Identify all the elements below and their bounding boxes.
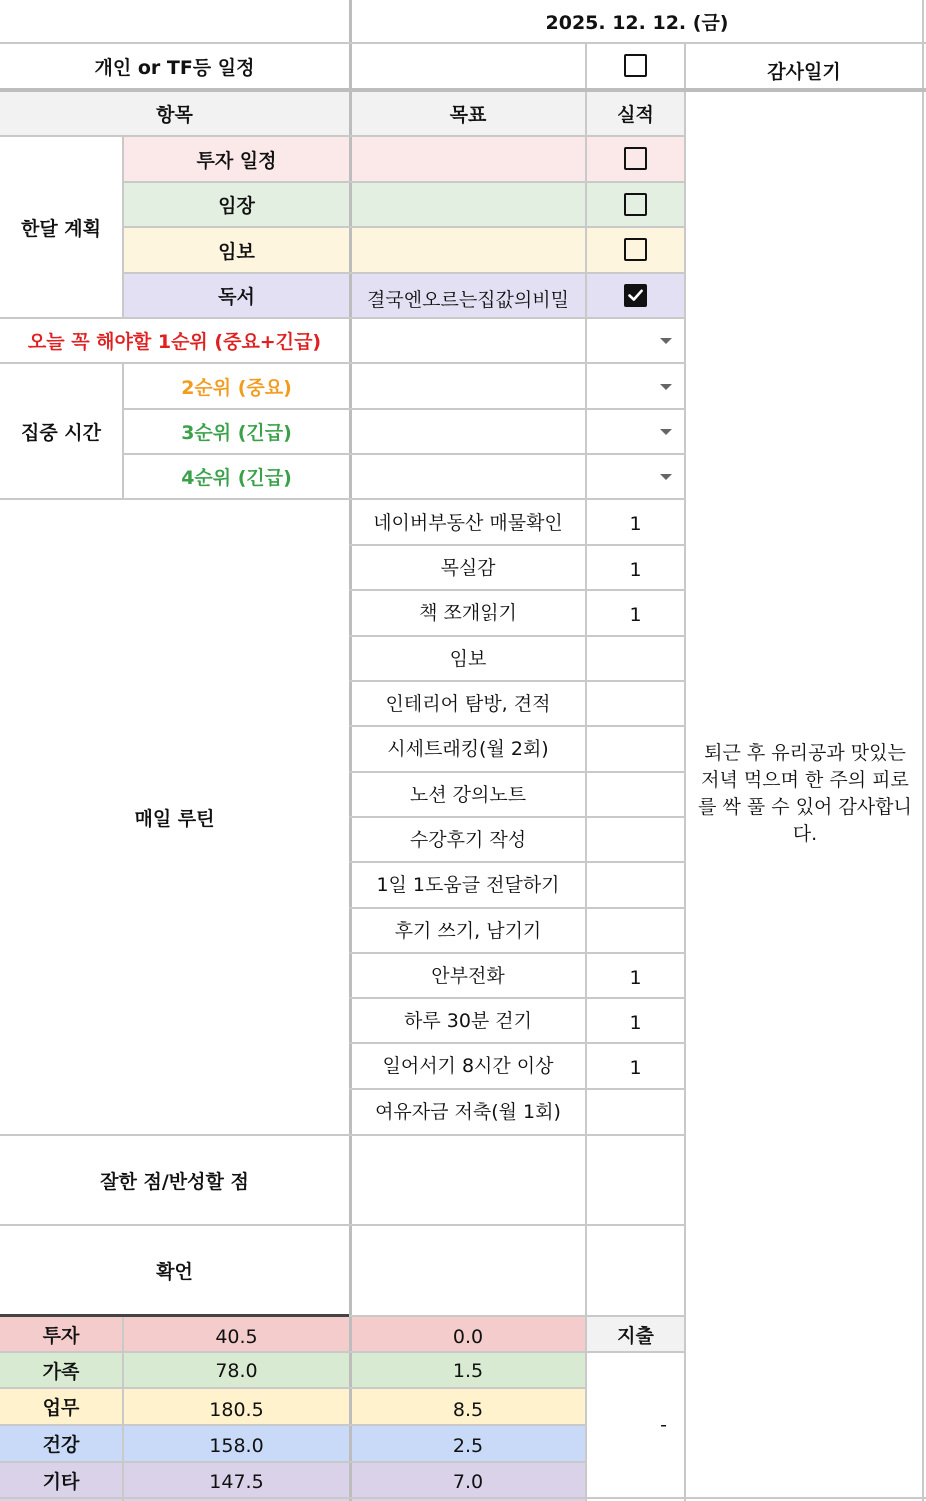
stats-total: 78.0 [215, 1360, 258, 1382]
personal-schedule-label: 개인 or TF등 일정 [94, 56, 255, 79]
routine-task[interactable]: 목실감 [440, 557, 496, 579]
routine-result[interactable] [587, 636, 684, 679]
plan-goal-invest[interactable] [351, 137, 585, 181]
gratitude-label: 감사일기 [767, 60, 841, 83]
stats-category: 가족 [42, 1360, 80, 1383]
plan-goal-imbo[interactable] [351, 228, 585, 272]
routine-result[interactable] [587, 681, 684, 724]
focus-goal-2[interactable] [351, 364, 585, 408]
plan-goal-imjang[interactable] [351, 182, 585, 226]
plan-item-imbo: 임보 [218, 240, 255, 263]
stats-category: 투자 [42, 1324, 80, 1347]
routine-task[interactable]: 노션 강의노트 [409, 784, 527, 806]
expense-value[interactable]: - [660, 1414, 667, 1436]
routine-result[interactable] [587, 772, 684, 815]
routine-task[interactable]: 책 쪼개읽기 [419, 602, 517, 624]
personal-schedule-checkbox[interactable] [624, 54, 647, 77]
priority1-goal[interactable] [351, 319, 585, 362]
routine-result[interactable]: 1 [629, 558, 642, 581]
routine-result[interactable] [587, 817, 684, 860]
focus-item-2: 2순위 (중요) [181, 376, 292, 399]
plan-checkbox-invest[interactable] [624, 147, 647, 170]
routine-task[interactable]: 여유자금 저축(월 1회) [375, 1101, 561, 1123]
affirmation-label: 확언 [156, 1260, 193, 1283]
routine-result[interactable]: 1 [629, 603, 642, 626]
chevron-down-icon[interactable] [660, 338, 672, 344]
routine-result[interactable] [587, 862, 684, 905]
col-header-item: 항목 [156, 103, 193, 126]
stats-category: 기타 [42, 1470, 80, 1493]
routine-task[interactable]: 안부전화 [431, 965, 505, 987]
routine-result[interactable]: 1 [629, 966, 642, 989]
stats-total: 40.5 [215, 1326, 258, 1348]
focus-time-label: 집중 시간 [20, 421, 102, 444]
monthly-plan-label: 한달 계획 [20, 218, 102, 240]
routine-task[interactable]: 수강후기 작성 [409, 829, 527, 851]
affirmation-value[interactable] [351, 1226, 685, 1314]
priority1-label: 오늘 꼭 해야할 1순위 (중요+긴급) [27, 331, 322, 353]
focus-item-3: 3순위 (긴급) [181, 422, 292, 444]
routine-task[interactable]: 시세트래킹(월 2회) [387, 738, 549, 760]
focus-item-4: 4순위 (긴급) [181, 467, 292, 489]
routine-task[interactable]: 일어서기 8시간 이상 [382, 1055, 554, 1077]
routine-task[interactable]: 인테리어 탐방, 견적 [385, 693, 551, 715]
plan-item-imjang: 임장 [218, 194, 255, 217]
chevron-down-icon[interactable] [660, 474, 672, 480]
stats-today: 8.5 [452, 1398, 484, 1421]
routine-task[interactable]: 임보 [449, 648, 487, 670]
stats-today: 7.0 [452, 1471, 484, 1493]
routine-task[interactable]: 1일 1도움글 전달하기 [376, 874, 560, 896]
routine-task[interactable]: 후기 쓰기, 남기기 [394, 920, 542, 942]
reflection-label: 잘한 점/반성할 점 [100, 1170, 249, 1193]
expense-label: 지출 [617, 1324, 654, 1347]
personal-schedule-value[interactable] [351, 44, 585, 88]
stats-today: 2.5 [452, 1434, 484, 1457]
routine-result[interactable]: 1 [629, 1056, 642, 1079]
date-header: 2025. 12. 12. (금) [545, 11, 729, 34]
plan-checkbox-imjang[interactable] [624, 193, 647, 216]
routine-result[interactable] [587, 1089, 684, 1132]
daily-routine-label: 매일 루틴 [134, 807, 215, 830]
routine-result[interactable]: 1 [629, 1011, 642, 1034]
plan-item-invest: 투자 일정 [196, 149, 277, 172]
stats-total: 147.5 [209, 1471, 264, 1493]
stats-category: 건강 [42, 1434, 80, 1456]
col-header-result: 실적 [617, 103, 654, 126]
chevron-down-icon[interactable] [660, 429, 672, 435]
routine-task[interactable]: 하루 30분 걷기 [403, 1010, 533, 1032]
routine-task[interactable]: 네이버부동산 매물확인 [373, 512, 563, 534]
checkmark-icon [627, 287, 644, 304]
focus-goal-4[interactable] [351, 455, 585, 498]
plan-checkbox-imbo[interactable] [624, 238, 647, 261]
vline-right-edge [922, 0, 924, 1501]
routine-result[interactable] [587, 908, 684, 951]
plan-goal-reading[interactable]: 결국엔오르는집값의비밀 [367, 288, 569, 311]
stats-category: 업무 [42, 1397, 80, 1419]
gratitude-diary-text[interactable]: 퇴근 후 유리공과 맛있는 저녁 먹으며 한 주의 피로를 싹 풀 수 있어 감사합니다. [698, 742, 912, 845]
routine-result[interactable]: 1 [629, 512, 642, 535]
plan-item-reading: 독서 [218, 285, 255, 308]
routine-result[interactable] [587, 726, 684, 769]
plan-checkbox-reading[interactable] [624, 284, 647, 307]
stats-total: 158.0 [209, 1434, 264, 1457]
stats-today: 0.0 [452, 1326, 484, 1348]
stats-total: 180.5 [209, 1398, 264, 1421]
col-header-goal: 목표 [449, 103, 487, 126]
focus-goal-3[interactable] [351, 410, 585, 453]
reflection-value[interactable] [351, 1136, 685, 1224]
chevron-down-icon[interactable] [660, 384, 672, 390]
stats-today: 1.5 [452, 1360, 484, 1382]
